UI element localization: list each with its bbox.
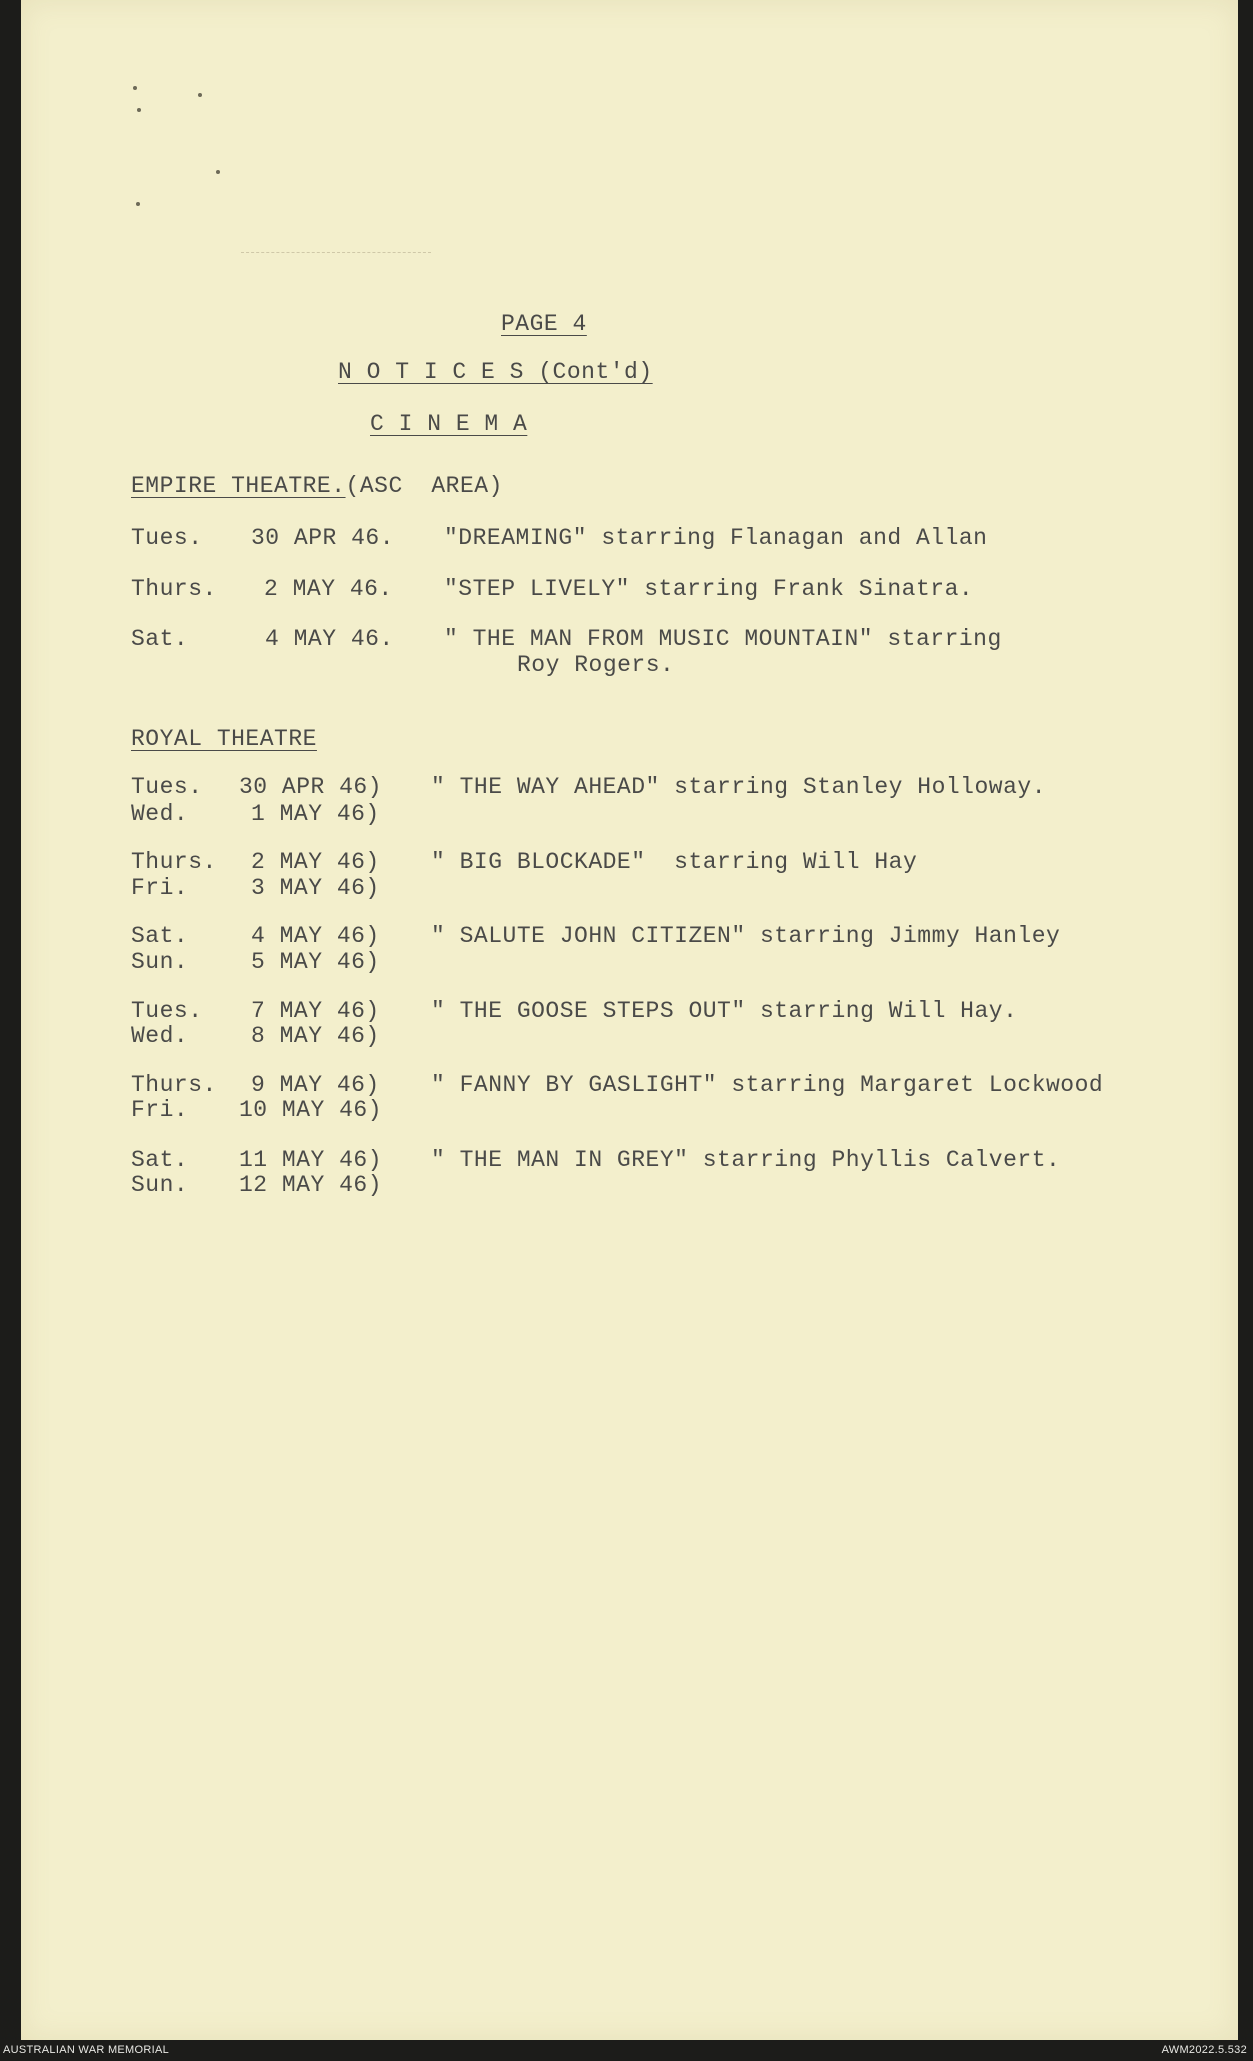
day: Sat. [131, 626, 189, 652]
day: Sat. [131, 923, 189, 949]
film: " BIG BLOCKADE" starring Will Hay [431, 849, 918, 875]
day: Wed. [131, 801, 189, 827]
date: 10 MAY 46) [239, 1097, 383, 1123]
day: Tues. [131, 774, 203, 800]
date: 4 MAY 46) [251, 923, 380, 949]
day: Sun. [131, 1172, 189, 1198]
archive-reference: AWM2022.5.532 [1161, 2044, 1247, 2056]
day: Sat. [131, 1147, 189, 1173]
empire-theatre-heading [131, 475, 503, 498]
fold-line [241, 252, 431, 253]
film-continued: Roy Rogers. [517, 652, 675, 678]
date: 7 MAY 46) [251, 998, 380, 1024]
document-page [21, 0, 1238, 2040]
date: 5 MAY 46) [251, 949, 380, 975]
date: 1 MAY 46) [251, 801, 380, 827]
date: 30 APR 46. [251, 525, 395, 551]
date: 8 MAY 46) [251, 1023, 380, 1049]
film: " FANNY BY GASLIGHT" starring Margaret Lockwood [431, 1072, 1104, 1098]
film: "STEP LIVELY" starring Frank Sinatra. [444, 576, 974, 602]
punch-mark [133, 86, 137, 90]
date: 4 MAY 46. [265, 626, 394, 652]
cinema-heading: C I N E M A [370, 411, 528, 437]
punch-mark [216, 170, 220, 174]
date: 2 MAY 46) [251, 849, 380, 875]
date: 11 MAY 46) [239, 1147, 383, 1173]
punch-mark [198, 93, 202, 97]
day: Sun. [131, 949, 189, 975]
date: 9 MAY 46) [251, 1072, 380, 1098]
empire-theatre-area: (ASC AREA) [345, 473, 503, 499]
page-number: PAGE 4 [501, 311, 587, 337]
royal-theatre-heading: ROYAL THEATRE [131, 726, 317, 752]
day: Thurs. [131, 576, 217, 602]
film: " THE GOOSE STEPS OUT" starring Will Hay. [431, 998, 1018, 1024]
notices-heading: N O T I C E S (Cont'd) [338, 359, 653, 385]
date: 3 MAY 46) [251, 875, 380, 901]
film: " THE MAN IN GREY" starring Phyllis Calvert. [431, 1147, 1061, 1173]
date: 2 MAY 46. [264, 576, 393, 602]
day: Tues. [131, 525, 203, 551]
day: Thurs. [131, 849, 217, 875]
punch-mark [136, 202, 140, 206]
day: Fri. [131, 875, 189, 901]
date: 30 APR 46) [239, 774, 383, 800]
film: " SALUTE JOHN CITIZEN" starring Jimmy Hanley [431, 923, 1061, 949]
day: Tues. [131, 998, 203, 1024]
film: " THE WAY AHEAD" starring Stanley Holloway. [431, 774, 1046, 800]
film: " THE MAN FROM MUSIC MOUNTAIN" starring [444, 626, 1002, 652]
date: 12 MAY 46) [239, 1172, 383, 1198]
empire-theatre-name: EMPIRE THEATRE. [131, 473, 346, 499]
archive-credit: AUSTRALIAN WAR MEMORIAL [3, 2044, 170, 2056]
day: Fri. [131, 1097, 189, 1123]
day: Wed. [131, 1023, 189, 1049]
film: "DREAMING" starring Flanagan and Allan [444, 525, 988, 551]
punch-mark [137, 108, 141, 112]
day: Thurs. [131, 1072, 217, 1098]
